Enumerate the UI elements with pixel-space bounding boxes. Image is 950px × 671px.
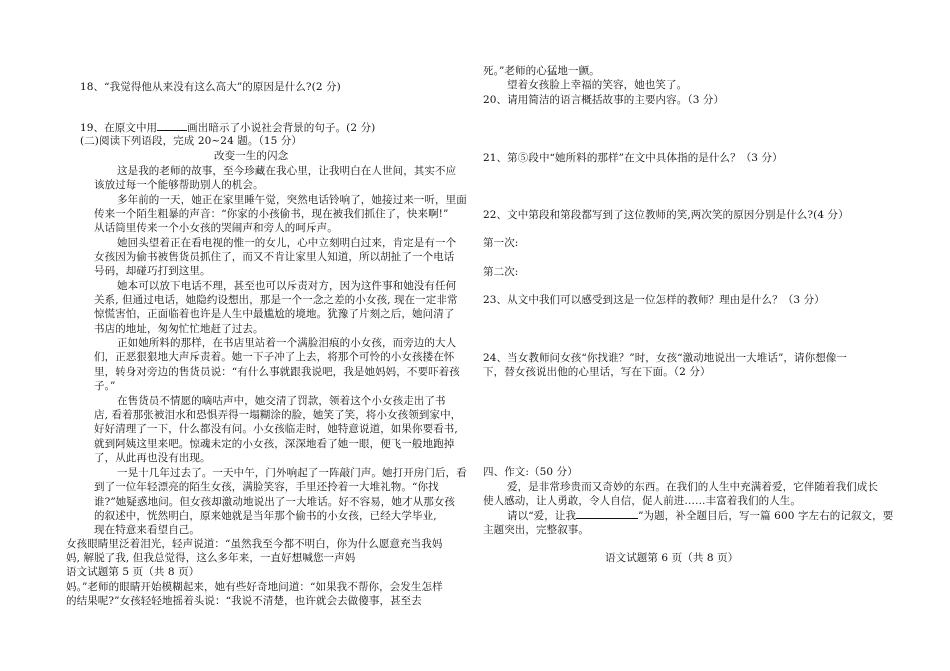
story-line: 的叙述中，恍然明白，原来她就是当年那个偷书的小女孩，已经大学毕业, <box>94 510 437 522</box>
question-22: 22、文中第段和第段都写到了这位教师的笑,两次笑的原因分别是什么?(4 分） <box>483 209 849 221</box>
story-line: 该放过每一个能够帮助别人的机会。 <box>94 179 264 191</box>
story-line: 现在特意来看望自己。 <box>94 524 200 536</box>
story-line: 书店的地址，匆匆忙忙地赶了过去。 <box>94 323 264 335</box>
question-24: 24、当女教师问女孩“你找谁？”时，女孩“激动地说出一大堆话”，请你想像一 <box>483 352 848 364</box>
question-24-cont: 下，替女孩说出他的心里话，写在下面。（2 分） <box>483 366 711 378</box>
story-line: 在售货员不情愿的嘀咕声中，她交清了罚款，领着这个小女孩走出了书 <box>117 395 446 407</box>
story-line: 望着女孩脸上幸福的笑容，她也笑了。 <box>507 79 688 91</box>
story-line: 号码，却碰巧打到这里。 <box>94 265 211 277</box>
question-21: 21、第⑤段中“她所料的那样”在文中具体指的是什么？（3 分） <box>483 152 783 164</box>
story-line: 好好清理了一下，什么都没有问。小女孩临走时，她特意说道，如果你要看书, <box>94 423 458 435</box>
answer-first-label: 第一次: <box>483 237 519 249</box>
story-line: 谁?”她疑惑地问。但女孩却激动地说出了一大堆话。好不容易，她才从那女孩 <box>94 496 455 508</box>
story-title: 改变一生的闪念 <box>214 150 289 162</box>
story-line: 子。” <box>94 380 116 392</box>
essay-prompt-line: 爱，是非常珍贵而又奇妙的东西。在我们的人生中充满着爱，它伴随着我们成长 <box>507 481 878 493</box>
story-line: 传来一个陌生粗暴的声音：“你家的小孩偷书，现在被我们抓住了，快来啊!” <box>94 208 449 220</box>
story-line: 多年前的一天，她正在家里睡午觉，突然电话铃响了，她接过来一听，里面 <box>117 194 467 206</box>
story-line: 一晃十几年过去了。一天中午，门外响起了一阵敲门声。她打开房门后，看 <box>117 467 467 479</box>
page-footer-6: 语文试题第 6 页（共 8 页） <box>605 552 739 564</box>
story-line: 了，从此再也没有出现。 <box>94 452 211 464</box>
essay-title-blank <box>576 508 638 519</box>
story-line: 就到阿姨这里来吧。惊魂未定的小女孩，深深地看了她一眼，便飞一般地跑掉 <box>94 438 455 450</box>
story-line: 从话筒里传来一个小女孩的哭闹声和旁人的呵斥声。 <box>94 222 338 234</box>
question-23: 23、从文中我们可以感受到这是一位怎样的教师？理由是什么？（3 分） <box>483 294 825 306</box>
section-2-heading: (二)阅读下列语段，完成 20~24 题。（15 分） <box>80 135 303 147</box>
story-line: 正如她所料的那样，在书店里站着一个满脸泪痕的小女孩，而旁边的大人 <box>117 337 457 349</box>
story-line: 她回头望着正在看电视的惟一的女儿，心中立刻明白过来，肯定是有一个 <box>117 237 457 249</box>
story-line: 这是我的老师的故事，至今珍藏在我心里，让我明白在人世间，其实不应 <box>117 165 457 177</box>
story-line: 们，正恶狠狠地大声斥责着。她一下子冲了上去，将那个可怜的小女孩搂在怀 <box>94 351 455 363</box>
question-19: 19、在原文中用 画出暗示了小说社会背景的句子。(2 分) <box>80 122 376 134</box>
story-line: 妈。”老师的眼睛开始模糊起来，她有些好奇地问道：“如果我不帮你，会发生怎样 <box>66 581 443 593</box>
page-footer-5: 语文试题第 5 页（共 8 页） <box>66 566 200 578</box>
essay-heading: 四、作文:（50 分） <box>483 466 578 478</box>
essay-prompt-line: 主题突出，完整叙事。 <box>483 524 589 536</box>
story-line: 里，转身对旁边的售货员说：“有什么事就跟我说吧，我是她妈妈，不要吓着孩 <box>94 366 460 378</box>
story-line: 妈, 解脱了我, 但我总觉得，这么多年来，一直好想喊您一声妈 <box>66 552 356 564</box>
story-line: 关系, 但通过电话，她隐约设想出，那是一个一念之差的小女孩, 现在一定非常 <box>94 294 458 306</box>
question-20: 20、请用简洁的语言概括故事的主要内容。（3 分） <box>483 94 725 106</box>
story-line: 女孩因为偷书被售货员抓住了，而又不肯让家里人知道，所以胡扯了一个电话 <box>94 251 455 263</box>
story-line: 的结果呢?”女孩轻轻地摇着头说：“我说不清楚，也许就会去做傻事，甚至去 <box>66 595 422 607</box>
essay-prompt-line: 使人感动，让人勇敢，令人自信，促人前进……丰富着我们的人生。 <box>483 495 801 507</box>
story-line: 女孩眼睛里泛着泪光，轻声说道：“虽然我至今都不明白，你为什么愿意充当我妈 <box>66 538 443 550</box>
story-line: 她本可以放下电话不理，甚至也可以斥责对方，因为这件事和她没有任何 <box>117 280 457 292</box>
answer-blank <box>157 120 187 131</box>
story-line: 店, 看着那张被泪水和恐惧弄得一塌糊涂的脸，她笑了笑，将小女孩领到家中， <box>94 409 462 421</box>
question-18: 18、“我觉得他从来没有这么高大”的原因是什么?(2 分) <box>80 81 341 93</box>
story-line: 惊慌害怕，正面临着也许是人生中最尴尬的境地。犹豫了片刻之后，她问清了 <box>94 308 455 320</box>
story-line: 死。”老师的心猛地一颤。 <box>483 65 600 77</box>
essay-prompt-line: 请以“爱，让我 ”为题，补全题目后，写一篇 600 字左右的记叙文，要 <box>507 510 894 522</box>
story-line: 到了一位年轻漂亮的陌生女孩，满脸笑容，手里还拎着一大堆礼物。“你找 <box>94 481 439 493</box>
answer-second-label: 第二次: <box>483 266 519 278</box>
